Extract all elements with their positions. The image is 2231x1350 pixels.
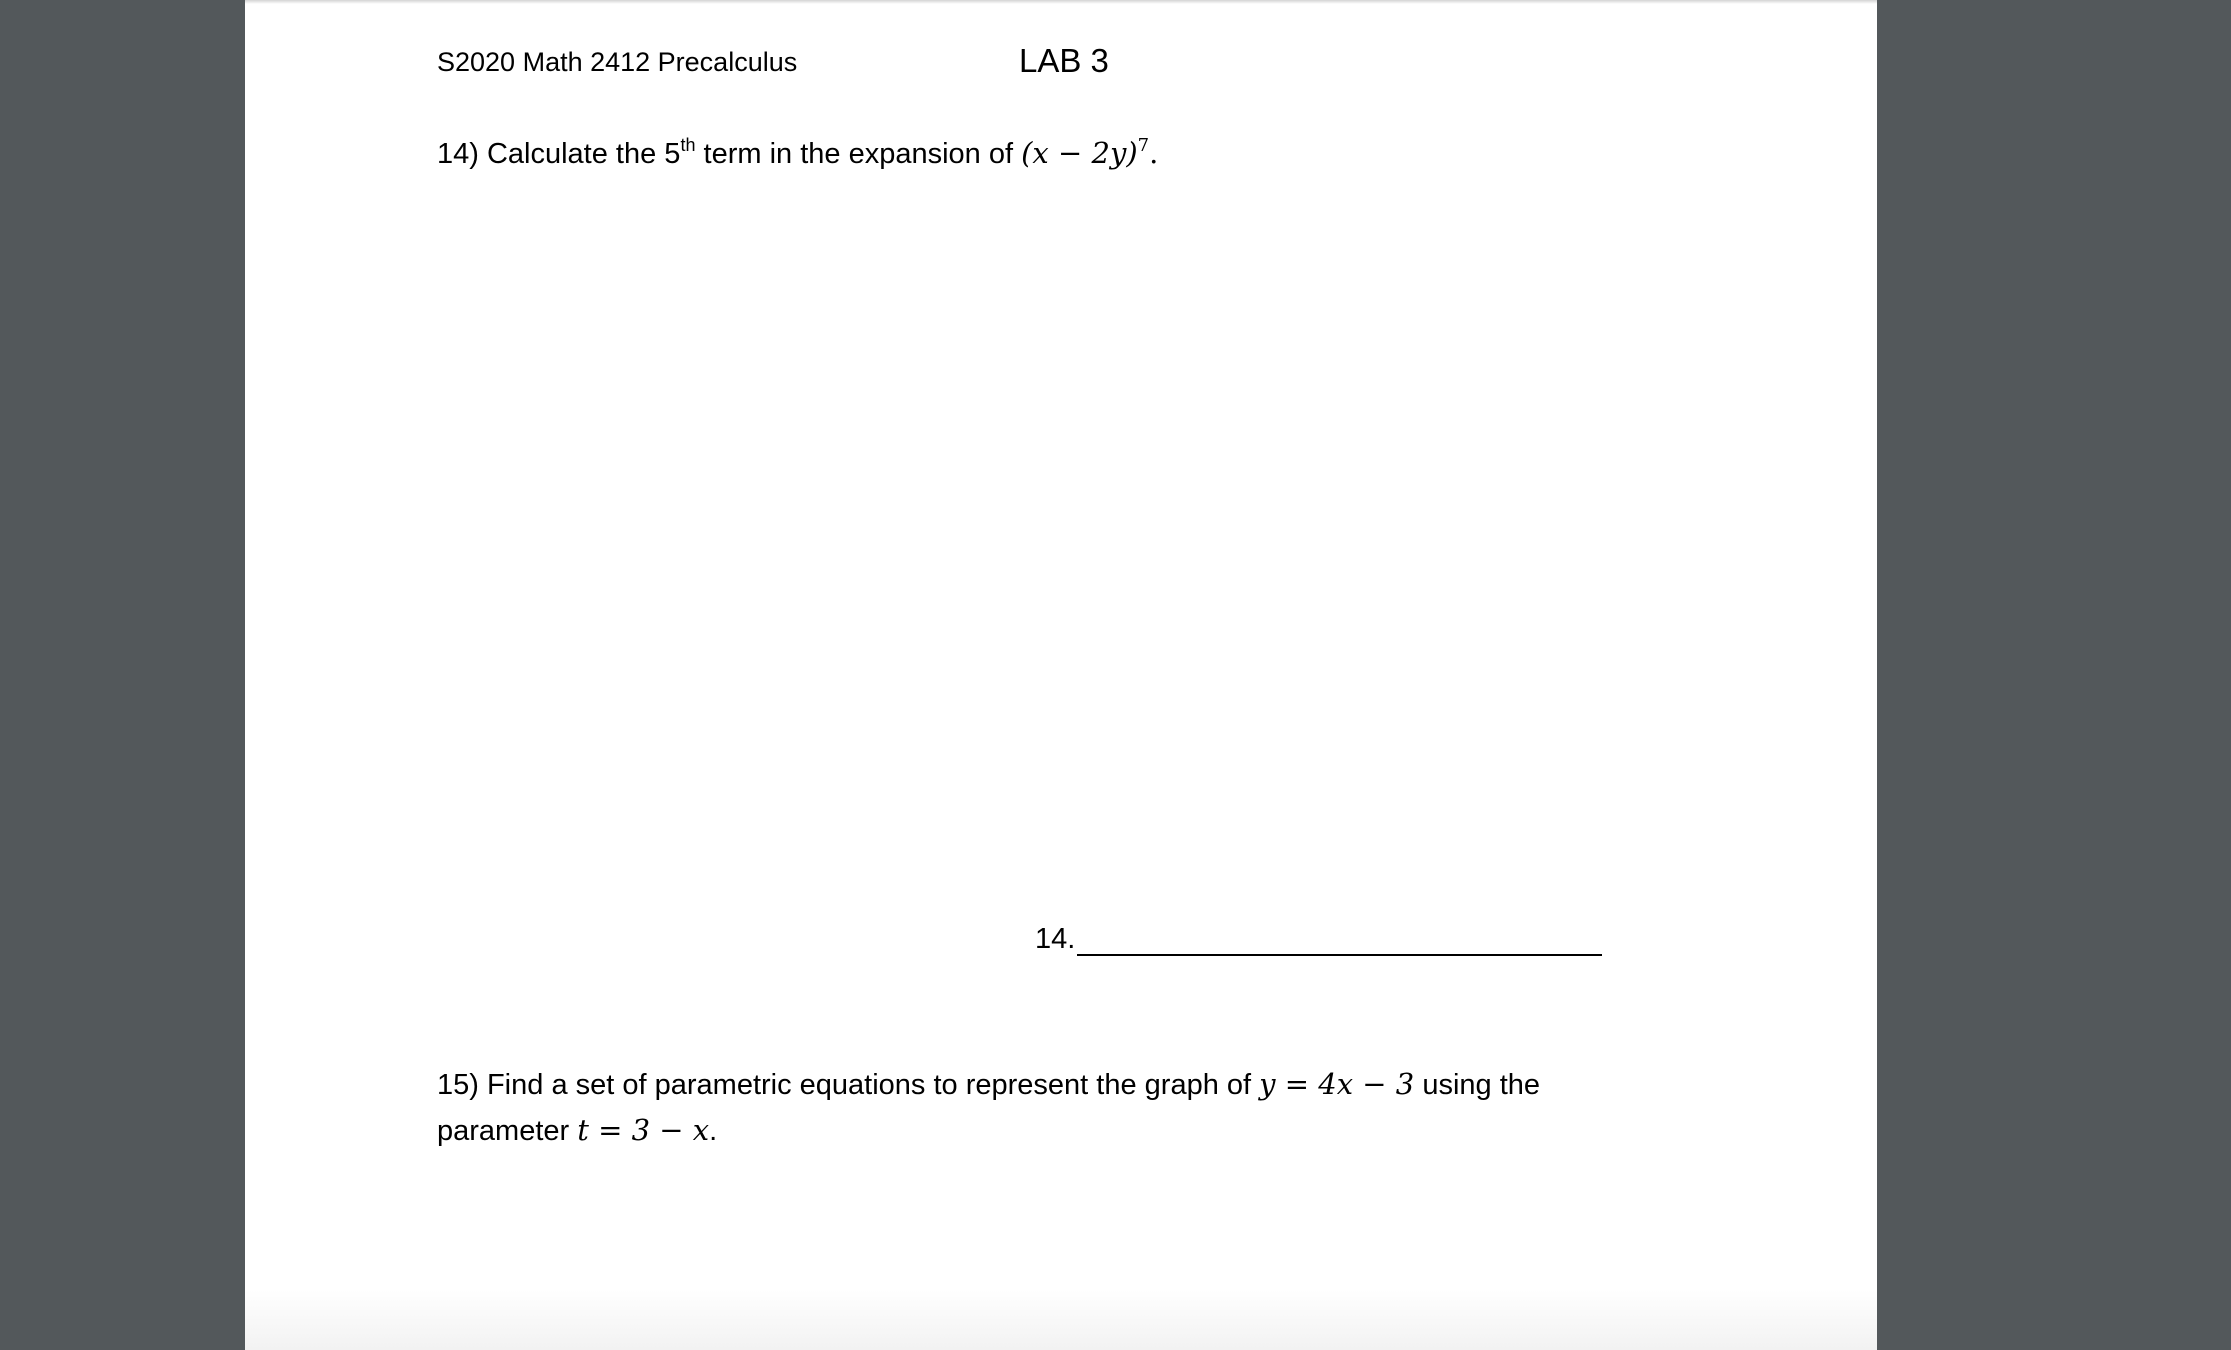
answer-14-label: 14.	[1035, 923, 1076, 955]
question-15-line-2	[437, 1108, 1540, 1154]
document-page	[245, 0, 1877, 1350]
question-14-text: term in the expansion of	[695, 138, 1022, 170]
answer-14	[1035, 923, 1602, 956]
question-15-parameter-text: parameter	[437, 1115, 578, 1147]
question-14-expression	[1021, 136, 1158, 170]
question-15	[437, 1062, 1540, 1154]
expression-exponent: 7	[1137, 135, 1150, 156]
expression-period: .	[1149, 136, 1159, 170]
page-top-shadow	[245, 0, 1877, 4]
question-15-text: 15) Find a set of parametric equations to represent the graph of	[437, 1069, 1260, 1101]
page-bottom-fade	[245, 1290, 1877, 1350]
expression-base: (𝑥 − 2𝑦)	[1021, 136, 1138, 170]
answer-14-blank[interactable]	[1077, 924, 1602, 956]
ordinal-suffix: th	[680, 135, 696, 155]
question-14-prefix: 14) Calculate the 5	[437, 138, 681, 170]
question-15-period: .	[709, 1115, 718, 1147]
question-15-equation: 𝑦 = 4𝑥 − 3	[1259, 1067, 1415, 1101]
course-title: S2020 Math 2412 Precalculus	[437, 47, 798, 77]
lab-title: LAB 3	[1019, 42, 1109, 79]
question-15-text-end: using the	[1414, 1069, 1541, 1101]
question-15-parameter-expression: 𝑡 = 3 − 𝑥	[577, 1113, 710, 1147]
question-15-line-1	[437, 1062, 1540, 1108]
question-14	[437, 131, 1158, 177]
